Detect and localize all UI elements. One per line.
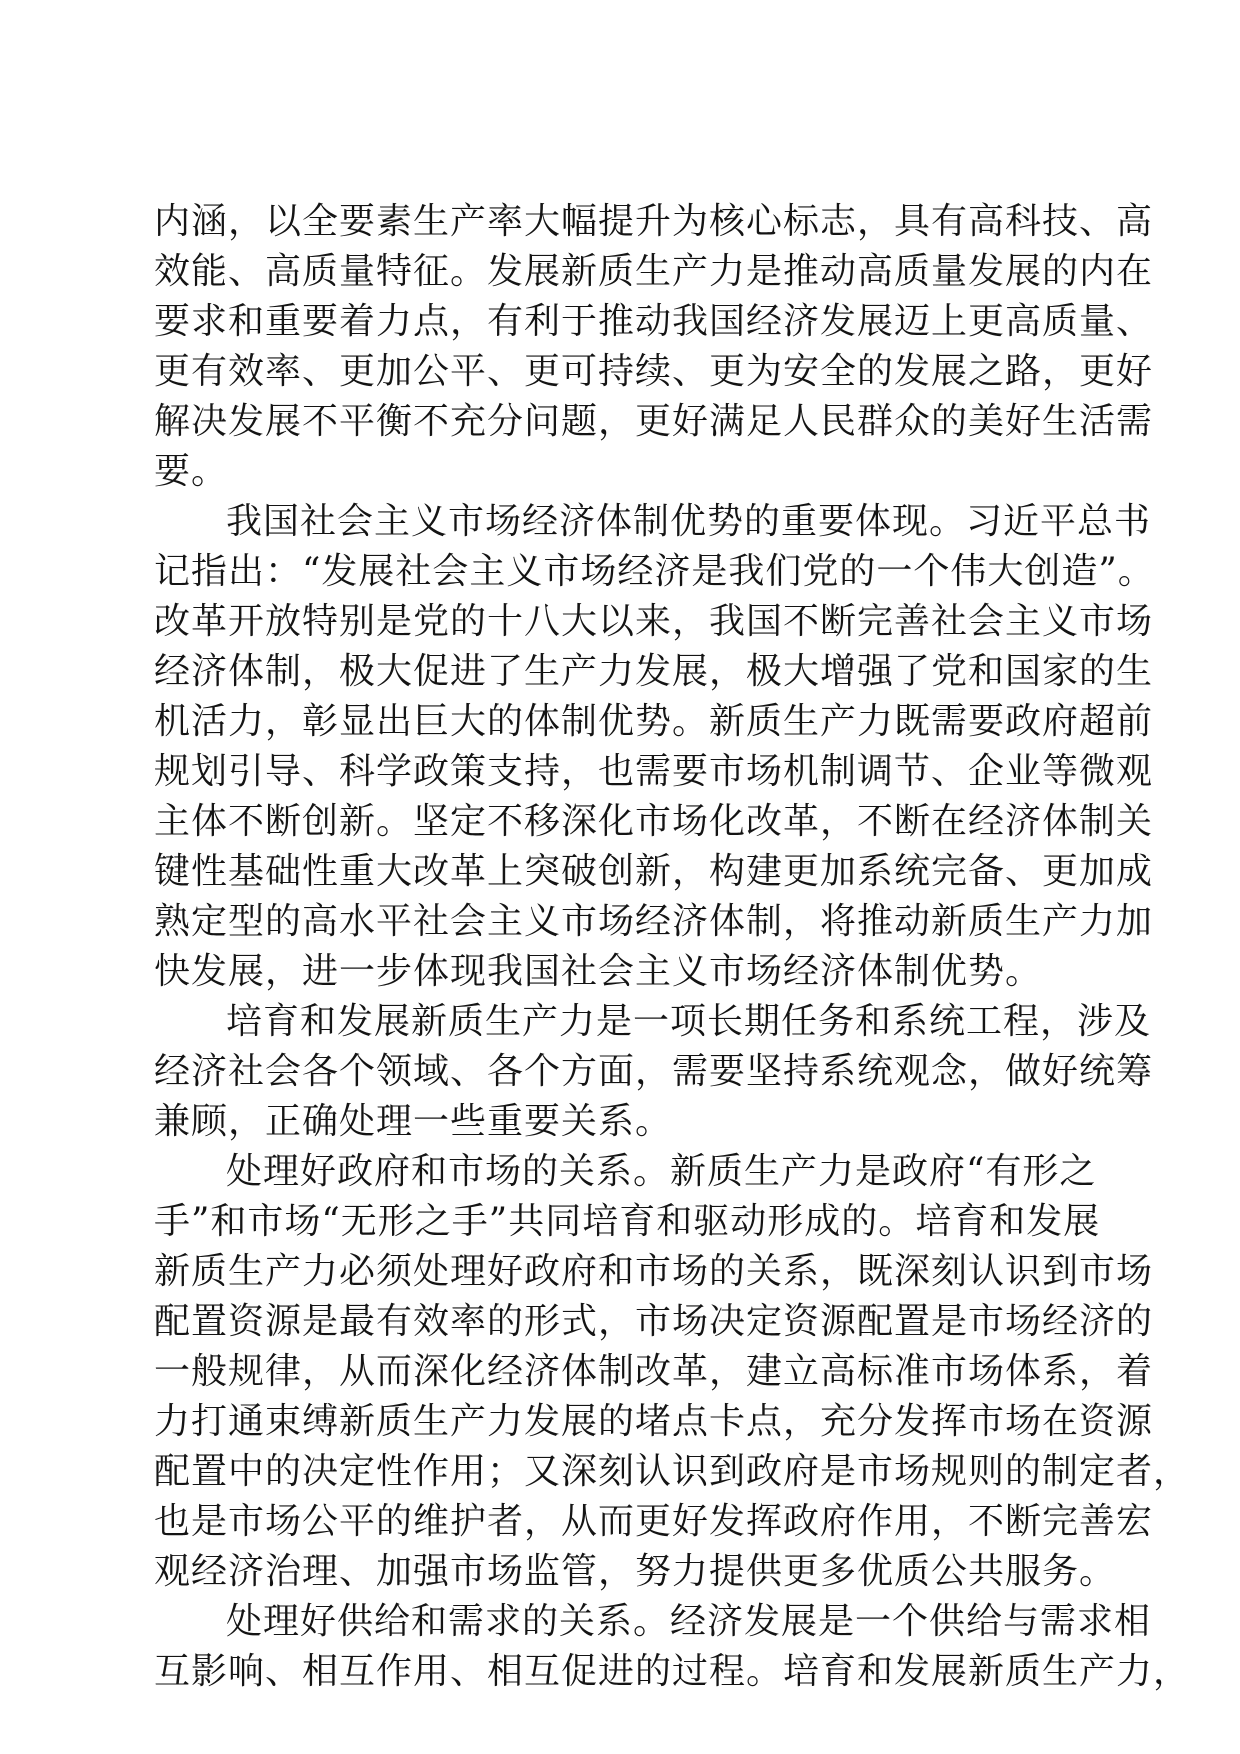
text-line: 记指出：“发展社会主义市场经济是我们党的一个伟大创造”。 bbox=[154, 551, 1155, 592]
paragraph-first-line: 培育和发展新质生产力是一项长期任务和系统工程，涉及 bbox=[226, 1001, 1152, 1042]
text-line: 也是市场公平的维护者，从而更好发挥政府作用，不断完善宏 bbox=[154, 1501, 1154, 1542]
text-line: 解决发展不平衡不充分问题，更好满足人民群众的美好生活需 bbox=[154, 401, 1154, 442]
body-text bbox=[154, 197, 1191, 1697]
text-line: 力打通束缚新质生产力发展的堵点卡点，充分发挥市场在资源 bbox=[154, 1401, 1154, 1442]
paragraph-first-line: 处理好政府和市场的关系。新质生产力是政府“有形之 bbox=[226, 1151, 1097, 1192]
text-line: 改革开放特别是党的十八大以来，我国不断完善社会主义市场 bbox=[154, 601, 1154, 642]
text-line: 效能、高质量特征。发展新质生产力是推动高质量发展的内在 bbox=[154, 251, 1154, 292]
text-line: 兼顾，正确处理一些重要关系。 bbox=[154, 1101, 673, 1142]
text-line: 要求和重要着力点，有利于推动我国经济发展迈上更高质量、 bbox=[154, 301, 1154, 342]
text-line: 主体不断创新。坚定不移深化市场化改革，不断在经济体制关 bbox=[154, 801, 1154, 842]
text-line: 规划引导、科学政策支持，也需要市场机制调节、企业等微观 bbox=[154, 751, 1154, 792]
text-line: 要。 bbox=[154, 451, 229, 492]
paragraph-first-line: 处理好供给和需求的关系。经济发展是一个供给与需求相 bbox=[226, 1601, 1152, 1642]
text-line: 经济体制，极大促进了生产力发展，极大增强了党和国家的生 bbox=[154, 651, 1154, 692]
text-line: 手”和市场“无形之手”共同培育和驱动形成的。培育和发展 bbox=[154, 1201, 1101, 1242]
text-line: 更有效率、更加公平、更可持续、更为安全的发展之路，更好 bbox=[154, 351, 1154, 392]
text-line: 内涵，以全要素生产率大幅提升为核心标志，具有高科技、高 bbox=[154, 201, 1154, 242]
text-line: 互影响、相互作用、相互促进的过程。培育和发展新质生产力， bbox=[154, 1651, 1191, 1692]
text-line: 键性基础性重大改革上突破创新，构建更加系统完备、更加成 bbox=[154, 851, 1154, 892]
text-line: 一般规律，从而深化经济体制改革，建立高标准市场体系，着 bbox=[154, 1351, 1154, 1392]
text-line: 新质生产力必须处理好政府和市场的关系，既深刻认识到市场 bbox=[154, 1251, 1154, 1292]
text-line: 经济社会各个领域、各个方面，需要坚持系统观念，做好统筹 bbox=[154, 1051, 1154, 1092]
text-line: 配置资源是最有效率的形式，市场决定资源配置是市场经济的 bbox=[154, 1301, 1154, 1342]
paragraph-first-line: 我国社会主义市场经济体制优势的重要体现。习近平总书 bbox=[226, 501, 1152, 542]
text-line: 配置中的决定性作用；又深刻认识到政府是市场规则的制定者， bbox=[154, 1451, 1191, 1492]
text-line: 观经济治理、加强市场监管，努力提供更多优质公共服务。 bbox=[154, 1551, 1117, 1592]
text-line: 快发展，进一步体现我国社会主义市场经济体制优势。 bbox=[154, 951, 1043, 992]
text-line: 熟定型的高水平社会主义市场经济体制，将推动新质生产力加 bbox=[154, 901, 1154, 942]
text-line: 机活力，彰显出巨大的体制优势。新质生产力既需要政府超前 bbox=[154, 701, 1154, 742]
